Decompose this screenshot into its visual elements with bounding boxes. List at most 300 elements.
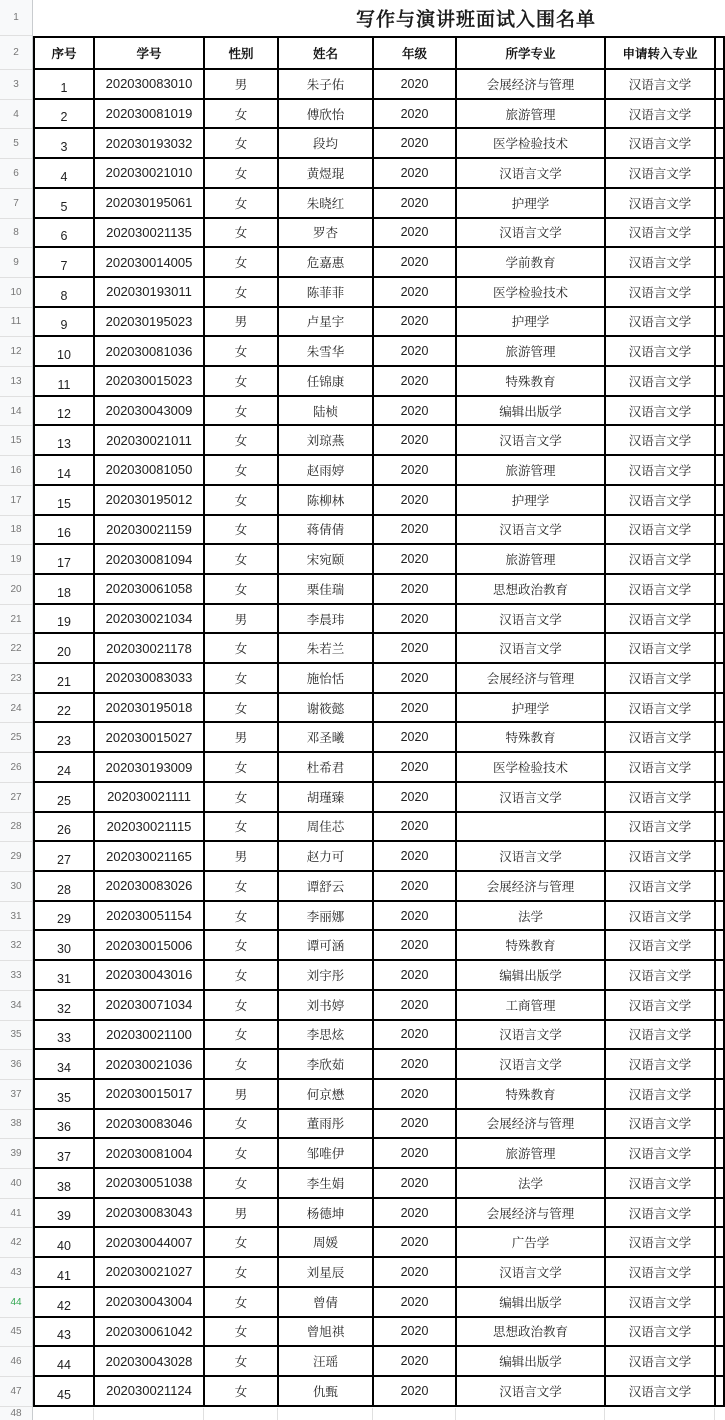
cell-transfer-major[interactable]: 汉语言文学 bbox=[606, 278, 716, 306]
cell-major[interactable]: 汉语言文学 bbox=[457, 1258, 606, 1286]
cell-name[interactable]: 傅欣怡 bbox=[279, 100, 374, 128]
cell-major[interactable]: 会展经济与管理 bbox=[457, 664, 606, 692]
cell-name[interactable]: 何京懋 bbox=[279, 1080, 374, 1108]
cell-transfer-major[interactable]: 汉语言文学 bbox=[606, 1050, 716, 1078]
row-number-40[interactable]: 40 bbox=[0, 1169, 32, 1199]
cell-transfer-major[interactable]: 汉语言文学 bbox=[606, 1318, 716, 1346]
cell-transfer-major[interactable]: 汉语言文学 bbox=[606, 486, 716, 514]
cell-gender[interactable]: 女 bbox=[205, 1258, 279, 1286]
cell-student-id[interactable]: 202030061042 bbox=[95, 1318, 205, 1346]
cell-gender[interactable]: 女 bbox=[205, 278, 279, 306]
cell-gender[interactable]: 男 bbox=[205, 1199, 279, 1227]
cell-student-id[interactable]: 202030043009 bbox=[95, 397, 205, 425]
cell-grade[interactable]: 2020 bbox=[374, 961, 457, 989]
cell-name[interactable]: 罗杏 bbox=[279, 219, 374, 247]
cell-grade[interactable]: 2020 bbox=[374, 902, 457, 930]
cell-gender[interactable]: 女 bbox=[205, 813, 279, 841]
cell-transfer-major[interactable]: 汉语言文学 bbox=[606, 1258, 716, 1286]
cell-seq[interactable]: 23 bbox=[35, 723, 95, 751]
cell-gender[interactable]: 女 bbox=[205, 486, 279, 514]
cell-transfer-major[interactable]: 汉语言文学 bbox=[606, 931, 716, 959]
cell-seq[interactable]: 26 bbox=[35, 813, 95, 841]
cell-name[interactable]: 任锦康 bbox=[279, 367, 374, 395]
cell-name[interactable]: 危嘉惠 bbox=[279, 248, 374, 276]
cell-transfer-major[interactable]: 汉语言文学 bbox=[606, 605, 716, 633]
cell-student-id[interactable]: 202030083033 bbox=[95, 664, 205, 692]
cell-grade[interactable]: 2020 bbox=[374, 872, 457, 900]
cell-seq[interactable]: 15 bbox=[35, 486, 95, 514]
cell-major[interactable] bbox=[457, 813, 606, 841]
row-number-32[interactable]: 32 bbox=[0, 931, 32, 961]
header-major[interactable]: 所学专业 bbox=[457, 38, 606, 68]
cell-seq[interactable]: 21 bbox=[35, 664, 95, 692]
cell-seq[interactable]: 10 bbox=[35, 337, 95, 365]
cell-gender[interactable]: 女 bbox=[205, 189, 279, 217]
cell-grade[interactable]: 2020 bbox=[374, 1258, 457, 1286]
cell-transfer-major[interactable]: 汉语言文学 bbox=[606, 159, 716, 187]
cell-seq[interactable]: 27 bbox=[35, 842, 95, 870]
cell-name[interactable]: 周佳芯 bbox=[279, 813, 374, 841]
cell-transfer-major[interactable]: 汉语言文学 bbox=[606, 723, 716, 751]
row-number-25[interactable]: 25 bbox=[0, 723, 32, 753]
cell-name[interactable]: 朱若兰 bbox=[279, 634, 374, 662]
cell-major[interactable]: 工商管理 bbox=[457, 991, 606, 1019]
row-number-35[interactable]: 35 bbox=[0, 1021, 32, 1051]
cell-name[interactable]: 刘宇彤 bbox=[279, 961, 374, 989]
cell-seq[interactable]: 3 bbox=[35, 129, 95, 157]
cell-grade[interactable]: 2020 bbox=[374, 456, 457, 484]
cell-major[interactable]: 汉语言文学 bbox=[457, 842, 606, 870]
cell-major[interactable]: 汉语言文学 bbox=[457, 634, 606, 662]
cell-major[interactable]: 特殊教育 bbox=[457, 931, 606, 959]
cell-seq[interactable]: 20 bbox=[35, 634, 95, 662]
cell-seq[interactable]: 29 bbox=[35, 902, 95, 930]
cell-student-id[interactable]: 202030081094 bbox=[95, 545, 205, 573]
cell-student-id[interactable]: 202030021111 bbox=[95, 783, 205, 811]
cell-transfer-major[interactable]: 汉语言文学 bbox=[606, 1228, 716, 1256]
cell-major[interactable]: 特殊教育 bbox=[457, 367, 606, 395]
cell-student-id[interactable]: 202030051038 bbox=[95, 1169, 205, 1197]
cell-major[interactable]: 会展经济与管理 bbox=[457, 1199, 606, 1227]
cell-student-id[interactable]: 202030021124 bbox=[95, 1377, 205, 1405]
cell-seq[interactable]: 2 bbox=[35, 100, 95, 128]
cell-name[interactable]: 施怡恬 bbox=[279, 664, 374, 692]
sheet-title[interactable]: 写作与演讲班面试入围名单 bbox=[355, 9, 597, 31]
cell-major[interactable]: 思想政治教育 bbox=[457, 1318, 606, 1346]
cell-transfer-major[interactable]: 汉语言文学 bbox=[606, 129, 716, 157]
cell-gender[interactable]: 男 bbox=[205, 605, 279, 633]
row-number-43[interactable]: 43 bbox=[0, 1258, 32, 1288]
cell-transfer-major[interactable]: 汉语言文学 bbox=[606, 219, 716, 247]
header-transfer-major[interactable]: 申请转入专业 bbox=[606, 38, 716, 68]
cell-seq[interactable]: 43 bbox=[35, 1318, 95, 1346]
cell-gender[interactable]: 女 bbox=[205, 159, 279, 187]
cell-name[interactable]: 仇甄 bbox=[279, 1377, 374, 1405]
cell-major[interactable]: 汉语言文学 bbox=[457, 426, 606, 454]
cell-name[interactable]: 李欣茹 bbox=[279, 1050, 374, 1078]
row-number-28[interactable]: 28 bbox=[0, 813, 32, 843]
cell-student-id[interactable]: 202030195023 bbox=[95, 308, 205, 336]
cell-student-id[interactable]: 202030021165 bbox=[95, 842, 205, 870]
row-number-7[interactable]: 7 bbox=[0, 189, 32, 219]
cell-seq[interactable]: 22 bbox=[35, 694, 95, 722]
cell-grade[interactable]: 2020 bbox=[374, 694, 457, 722]
cell-student-id[interactable]: 202030193009 bbox=[95, 753, 205, 781]
cell-student-id[interactable]: 202030021135 bbox=[95, 219, 205, 247]
cell-grade[interactable]: 2020 bbox=[374, 634, 457, 662]
cell-transfer-major[interactable]: 汉语言文学 bbox=[606, 783, 716, 811]
row-number-5[interactable]: 5 bbox=[0, 129, 32, 159]
cell-seq[interactable]: 32 bbox=[35, 991, 95, 1019]
cell-transfer-major[interactable]: 汉语言文学 bbox=[606, 367, 716, 395]
cell-student-id[interactable]: 202030051154 bbox=[95, 902, 205, 930]
cell-gender[interactable]: 女 bbox=[205, 1377, 279, 1405]
cell-student-id[interactable]: 202030021034 bbox=[95, 605, 205, 633]
cell-transfer-major[interactable]: 汉语言文学 bbox=[606, 753, 716, 781]
cell-transfer-major[interactable]: 汉语言文学 bbox=[606, 1110, 716, 1138]
cell-student-id[interactable]: 202030043016 bbox=[95, 961, 205, 989]
cell-seq[interactable]: 6 bbox=[35, 219, 95, 247]
cell-student-id[interactable]: 202030193011 bbox=[95, 278, 205, 306]
header-name[interactable]: 姓名 bbox=[279, 38, 374, 68]
cell-transfer-major[interactable]: 汉语言文学 bbox=[606, 397, 716, 425]
cell-seq[interactable]: 39 bbox=[35, 1199, 95, 1227]
cell-gender[interactable]: 女 bbox=[205, 961, 279, 989]
cell-transfer-major[interactable]: 汉语言文学 bbox=[606, 872, 716, 900]
cell-name[interactable]: 胡瑾臻 bbox=[279, 783, 374, 811]
cell-name[interactable]: 段均 bbox=[279, 129, 374, 157]
cell-grade[interactable]: 2020 bbox=[374, 783, 457, 811]
cell-seq[interactable]: 37 bbox=[35, 1139, 95, 1167]
cell-name[interactable]: 朱雪华 bbox=[279, 337, 374, 365]
cell-grade[interactable]: 2020 bbox=[374, 1110, 457, 1138]
cell-student-id[interactable]: 202030021036 bbox=[95, 1050, 205, 1078]
cell-student-id[interactable]: 202030195018 bbox=[95, 694, 205, 722]
cell-transfer-major[interactable]: 汉语言文学 bbox=[606, 456, 716, 484]
row-number-37[interactable]: 37 bbox=[0, 1080, 32, 1110]
row-number-13[interactable]: 13 bbox=[0, 367, 32, 397]
cell-gender[interactable]: 女 bbox=[205, 575, 279, 603]
cell-transfer-major[interactable]: 汉语言文学 bbox=[606, 308, 716, 336]
cell-student-id[interactable]: 202030081036 bbox=[95, 337, 205, 365]
header-gender[interactable]: 性别 bbox=[205, 38, 279, 68]
cell-grade[interactable]: 2020 bbox=[374, 1169, 457, 1197]
cell-major[interactable]: 护理学 bbox=[457, 486, 606, 514]
cell-name[interactable]: 蒋倩倩 bbox=[279, 516, 374, 544]
cell-seq[interactable]: 45 bbox=[35, 1377, 95, 1405]
cell-grade[interactable]: 2020 bbox=[374, 991, 457, 1019]
cell-name[interactable]: 陈菲菲 bbox=[279, 278, 374, 306]
cell-name[interactable]: 刘星辰 bbox=[279, 1258, 374, 1286]
cell-gender[interactable]: 女 bbox=[205, 1169, 279, 1197]
row-number-23[interactable]: 23 bbox=[0, 664, 32, 694]
cell-major[interactable]: 汉语言文学 bbox=[457, 1377, 606, 1405]
cell-gender[interactable]: 女 bbox=[205, 1110, 279, 1138]
row-number-31[interactable]: 31 bbox=[0, 902, 32, 932]
cell-grade[interactable]: 2020 bbox=[374, 1199, 457, 1227]
cell-major[interactable]: 会展经济与管理 bbox=[457, 70, 606, 98]
cell-transfer-major[interactable]: 汉语言文学 bbox=[606, 1199, 716, 1227]
cell-seq[interactable]: 7 bbox=[35, 248, 95, 276]
cell-transfer-major[interactable]: 汉语言文学 bbox=[606, 189, 716, 217]
row-number-45[interactable]: 45 bbox=[0, 1318, 32, 1348]
row-number-34[interactable]: 34 bbox=[0, 991, 32, 1021]
cell-seq[interactable]: 17 bbox=[35, 545, 95, 573]
row-number-21[interactable]: 21 bbox=[0, 605, 32, 635]
cell-grade[interactable]: 2020 bbox=[374, 337, 457, 365]
cell-gender[interactable]: 女 bbox=[205, 634, 279, 662]
cell-seq[interactable]: 12 bbox=[35, 397, 95, 425]
row-number-46[interactable]: 46 bbox=[0, 1347, 32, 1377]
cell-grade[interactable]: 2020 bbox=[374, 100, 457, 128]
cell-major[interactable]: 汉语言文学 bbox=[457, 1021, 606, 1049]
cell-name[interactable]: 陆桢 bbox=[279, 397, 374, 425]
cell-seq[interactable]: 31 bbox=[35, 961, 95, 989]
cell-major[interactable]: 汉语言文学 bbox=[457, 605, 606, 633]
row-number-29[interactable]: 29 bbox=[0, 842, 32, 872]
cell-student-id[interactable]: 202030043028 bbox=[95, 1347, 205, 1375]
cell-grade[interactable]: 2020 bbox=[374, 1377, 457, 1405]
cell-seq[interactable]: 42 bbox=[35, 1288, 95, 1316]
cell-grade[interactable]: 2020 bbox=[374, 842, 457, 870]
cell-name[interactable]: 刘琼燕 bbox=[279, 426, 374, 454]
cell-student-id[interactable]: 202030021100 bbox=[95, 1021, 205, 1049]
cell-seq[interactable]: 13 bbox=[35, 426, 95, 454]
cell-transfer-major[interactable]: 汉语言文学 bbox=[606, 1080, 716, 1108]
cell-name[interactable]: 李丽娜 bbox=[279, 902, 374, 930]
row-number-9[interactable]: 9 bbox=[0, 248, 32, 278]
cell-gender[interactable]: 女 bbox=[205, 902, 279, 930]
cell-grade[interactable]: 2020 bbox=[374, 664, 457, 692]
cell-grade[interactable]: 2020 bbox=[374, 1347, 457, 1375]
cell-major[interactable]: 汉语言文学 bbox=[457, 219, 606, 247]
cell-student-id[interactable]: 202030044007 bbox=[95, 1228, 205, 1256]
cell-transfer-major[interactable]: 汉语言文学 bbox=[606, 1377, 716, 1405]
cell-gender[interactable]: 女 bbox=[205, 694, 279, 722]
cell-major[interactable]: 会展经济与管理 bbox=[457, 1110, 606, 1138]
cell-name[interactable]: 汪瑶 bbox=[279, 1347, 374, 1375]
cell-student-id[interactable]: 202030083043 bbox=[95, 1199, 205, 1227]
cell-name[interactable]: 谢筱懿 bbox=[279, 694, 374, 722]
cell-gender[interactable]: 女 bbox=[205, 664, 279, 692]
cell-gender[interactable]: 女 bbox=[205, 1139, 279, 1167]
cell-name[interactable]: 李生娟 bbox=[279, 1169, 374, 1197]
cell-student-id[interactable]: 202030081050 bbox=[95, 456, 205, 484]
cell-grade[interactable]: 2020 bbox=[374, 189, 457, 217]
row-number-48[interactable]: 48 bbox=[10, 1407, 22, 1419]
cell-transfer-major[interactable]: 汉语言文学 bbox=[606, 100, 716, 128]
cell-student-id[interactable]: 202030015017 bbox=[95, 1080, 205, 1108]
cell-transfer-major[interactable]: 汉语言文学 bbox=[606, 961, 716, 989]
row-number-18[interactable]: 18 bbox=[0, 516, 32, 546]
cell-transfer-major[interactable]: 汉语言文学 bbox=[606, 575, 716, 603]
cell-name[interactable]: 栗佳瑞 bbox=[279, 575, 374, 603]
cell-student-id[interactable]: 202030071034 bbox=[95, 991, 205, 1019]
row-number-8[interactable]: 8 bbox=[0, 219, 32, 249]
cell-major[interactable]: 旅游管理 bbox=[457, 545, 606, 573]
cell-major[interactable]: 旅游管理 bbox=[457, 337, 606, 365]
cell-gender[interactable]: 女 bbox=[205, 1288, 279, 1316]
cell-student-id[interactable]: 202030195061 bbox=[95, 189, 205, 217]
cell-grade[interactable]: 2020 bbox=[374, 1288, 457, 1316]
cell-transfer-major[interactable]: 汉语言文学 bbox=[606, 902, 716, 930]
cell-grade[interactable]: 2020 bbox=[374, 931, 457, 959]
header-student-id[interactable]: 学号 bbox=[95, 38, 205, 68]
cell-gender[interactable]: 女 bbox=[205, 367, 279, 395]
cell-name[interactable]: 谭可涵 bbox=[279, 931, 374, 959]
cell-name[interactable]: 刘书婷 bbox=[279, 991, 374, 1019]
row-number-16[interactable]: 16 bbox=[0, 456, 32, 486]
cell-gender[interactable]: 女 bbox=[205, 991, 279, 1019]
cell-gender[interactable]: 女 bbox=[205, 100, 279, 128]
row-number-6[interactable]: 6 bbox=[0, 159, 32, 189]
cell-student-id[interactable]: 202030043004 bbox=[95, 1288, 205, 1316]
cell-student-id[interactable]: 202030021027 bbox=[95, 1258, 205, 1286]
row-number-44[interactable]: 44 bbox=[0, 1288, 32, 1318]
cell-transfer-major[interactable]: 汉语言文学 bbox=[606, 634, 716, 662]
cell-grade[interactable]: 2020 bbox=[374, 723, 457, 751]
cell-grade[interactable]: 2020 bbox=[374, 367, 457, 395]
cell-transfer-major[interactable]: 汉语言文学 bbox=[606, 664, 716, 692]
cell-gender[interactable]: 女 bbox=[205, 931, 279, 959]
cell-name[interactable]: 陈柳林 bbox=[279, 486, 374, 514]
row-number-12[interactable]: 12 bbox=[0, 337, 32, 367]
cell-seq[interactable]: 30 bbox=[35, 931, 95, 959]
cell-transfer-major[interactable]: 汉语言文学 bbox=[606, 516, 716, 544]
cell-gender[interactable]: 男 bbox=[205, 1080, 279, 1108]
cell-student-id[interactable]: 202030021010 bbox=[95, 159, 205, 187]
row-number-3[interactable]: 3 bbox=[0, 70, 32, 100]
cell-name[interactable]: 邓圣曦 bbox=[279, 723, 374, 751]
cell-seq[interactable]: 19 bbox=[35, 605, 95, 633]
row-number-11[interactable]: 11 bbox=[0, 308, 32, 338]
cell-grade[interactable]: 2020 bbox=[374, 605, 457, 633]
cell-gender[interactable]: 女 bbox=[205, 248, 279, 276]
cell-transfer-major[interactable]: 汉语言文学 bbox=[606, 70, 716, 98]
row-number-4[interactable]: 4 bbox=[0, 100, 32, 130]
cell-gender[interactable]: 女 bbox=[205, 1050, 279, 1078]
cell-seq[interactable]: 25 bbox=[35, 783, 95, 811]
cell-student-id[interactable]: 202030021011 bbox=[95, 426, 205, 454]
cell-grade[interactable]: 2020 bbox=[374, 397, 457, 425]
cell-transfer-major[interactable]: 汉语言文学 bbox=[606, 991, 716, 1019]
cell-transfer-major[interactable]: 汉语言文学 bbox=[606, 545, 716, 573]
cell-gender[interactable]: 女 bbox=[205, 1228, 279, 1256]
cell-name[interactable]: 杨德坤 bbox=[279, 1199, 374, 1227]
cell-name[interactable]: 周媛 bbox=[279, 1228, 374, 1256]
row-number-10[interactable]: 10 bbox=[0, 278, 32, 308]
row-number-30[interactable]: 30 bbox=[0, 872, 32, 902]
cell-transfer-major[interactable]: 汉语言文学 bbox=[606, 1288, 716, 1316]
cell-seq[interactable]: 28 bbox=[35, 872, 95, 900]
cell-seq[interactable]: 33 bbox=[35, 1021, 95, 1049]
cell-name[interactable]: 赵力可 bbox=[279, 842, 374, 870]
cell-gender[interactable]: 女 bbox=[205, 129, 279, 157]
cell-name[interactable]: 朱子佑 bbox=[279, 70, 374, 98]
cell-transfer-major[interactable]: 汉语言文学 bbox=[606, 842, 716, 870]
cell-grade[interactable]: 2020 bbox=[374, 248, 457, 276]
cell-transfer-major[interactable]: 汉语言文学 bbox=[606, 694, 716, 722]
cell-gender[interactable]: 女 bbox=[205, 783, 279, 811]
cell-major[interactable]: 医学检验技术 bbox=[457, 278, 606, 306]
cell-student-id[interactable]: 202030083010 bbox=[95, 70, 205, 98]
cell-grade[interactable]: 2020 bbox=[374, 159, 457, 187]
row-number-2[interactable]: 2 bbox=[0, 36, 32, 70]
cell-gender[interactable]: 女 bbox=[205, 337, 279, 365]
cell-student-id[interactable]: 202030015027 bbox=[95, 723, 205, 751]
cell-grade[interactable]: 2020 bbox=[374, 1228, 457, 1256]
cell-seq[interactable]: 16 bbox=[35, 516, 95, 544]
cell-grade[interactable]: 2020 bbox=[374, 753, 457, 781]
cell-name[interactable]: 杜希君 bbox=[279, 753, 374, 781]
cell-seq[interactable]: 5 bbox=[35, 189, 95, 217]
row-number-33[interactable]: 33 bbox=[0, 961, 32, 991]
cell-name[interactable]: 李晨玮 bbox=[279, 605, 374, 633]
row-number-1[interactable]: 1 bbox=[0, 0, 32, 36]
cell-student-id[interactable]: 202030014005 bbox=[95, 248, 205, 276]
header-seq[interactable]: 序号 bbox=[35, 38, 95, 68]
cell-student-id[interactable]: 202030021178 bbox=[95, 634, 205, 662]
cell-grade[interactable]: 2020 bbox=[374, 219, 457, 247]
cell-gender[interactable]: 女 bbox=[205, 516, 279, 544]
cell-gender[interactable]: 男 bbox=[205, 308, 279, 336]
cell-major[interactable]: 护理学 bbox=[457, 189, 606, 217]
cell-name[interactable]: 曾旭祺 bbox=[279, 1318, 374, 1346]
cell-student-id[interactable]: 202030083046 bbox=[95, 1110, 205, 1138]
cell-major[interactable]: 思想政治教育 bbox=[457, 575, 606, 603]
cell-grade[interactable]: 2020 bbox=[374, 486, 457, 514]
cell-major[interactable]: 法学 bbox=[457, 902, 606, 930]
cell-gender[interactable]: 女 bbox=[205, 456, 279, 484]
row-number-27[interactable]: 27 bbox=[0, 783, 32, 813]
cell-major[interactable]: 汉语言文学 bbox=[457, 1050, 606, 1078]
cell-name[interactable]: 卢星宇 bbox=[279, 308, 374, 336]
row-number-38[interactable]: 38 bbox=[0, 1110, 32, 1140]
cell-gender[interactable]: 女 bbox=[205, 872, 279, 900]
cell-seq[interactable]: 9 bbox=[35, 308, 95, 336]
cell-name[interactable]: 宋宛颐 bbox=[279, 545, 374, 573]
cell-major[interactable]: 旅游管理 bbox=[457, 456, 606, 484]
row-number-20[interactable]: 20 bbox=[0, 575, 32, 605]
row-number-36[interactable]: 36 bbox=[0, 1050, 32, 1080]
cell-major[interactable]: 特殊教育 bbox=[457, 723, 606, 751]
cell-transfer-major[interactable]: 汉语言文学 bbox=[606, 248, 716, 276]
cell-major[interactable]: 汉语言文学 bbox=[457, 516, 606, 544]
cell-grade[interactable]: 2020 bbox=[374, 516, 457, 544]
row-number-14[interactable]: 14 bbox=[0, 397, 32, 427]
cell-seq[interactable]: 1 bbox=[35, 70, 95, 98]
cell-student-id[interactable]: 202030015023 bbox=[95, 367, 205, 395]
cell-seq[interactable]: 11 bbox=[35, 367, 95, 395]
row-number-41[interactable]: 41 bbox=[0, 1199, 32, 1229]
cell-gender[interactable]: 男 bbox=[205, 842, 279, 870]
cell-transfer-major[interactable]: 汉语言文学 bbox=[606, 1021, 716, 1049]
cell-grade[interactable]: 2020 bbox=[374, 1050, 457, 1078]
row-number-47[interactable]: 47 bbox=[0, 1377, 32, 1407]
row-number-22[interactable]: 22 bbox=[0, 634, 32, 664]
cell-gender[interactable]: 女 bbox=[205, 397, 279, 425]
row-number-26[interactable]: 26 bbox=[0, 753, 32, 783]
row-number-17[interactable]: 17 bbox=[0, 486, 32, 516]
row-number-39[interactable]: 39 bbox=[0, 1139, 32, 1169]
cell-name[interactable]: 赵雨婷 bbox=[279, 456, 374, 484]
cell-major[interactable]: 广告学 bbox=[457, 1228, 606, 1256]
cell-student-id[interactable]: 202030021159 bbox=[95, 516, 205, 544]
cell-seq[interactable]: 38 bbox=[35, 1169, 95, 1197]
cell-name[interactable]: 谭舒云 bbox=[279, 872, 374, 900]
cell-seq[interactable]: 24 bbox=[35, 753, 95, 781]
cell-gender[interactable]: 女 bbox=[205, 219, 279, 247]
